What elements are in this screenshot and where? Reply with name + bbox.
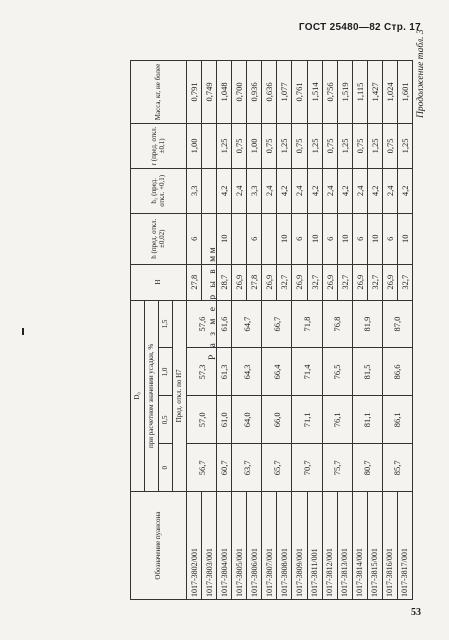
- page-header: ГОСТ 25480—82 Стр. 17: [298, 22, 421, 33]
- h1-value: 2,4: [382, 168, 397, 213]
- d0-value: 66,4: [262, 348, 292, 396]
- d0-value: 76,8: [322, 300, 352, 348]
- H-value: 32,7: [367, 264, 382, 300]
- mass-value: 1,024: [382, 61, 397, 124]
- col-designation-header: Обозначение пуансона: [131, 492, 187, 600]
- h1-value: 2,4: [262, 168, 277, 213]
- d0-value: 61,6: [217, 300, 232, 348]
- h-value: 6: [322, 213, 337, 264]
- table-row: [217, 61, 232, 600]
- pin-code: 1017-3803/001: [202, 492, 217, 600]
- pin-code: 1017-3811/001: [307, 492, 322, 600]
- d0-value: 57,3: [187, 348, 217, 396]
- pin-code: 1017-3816/001: [382, 492, 397, 600]
- h-value: 6: [247, 213, 262, 264]
- pin-code: 1017-3809/001: [292, 492, 307, 600]
- r-value: 0,75: [382, 123, 397, 168]
- H-value: 28,7: [217, 264, 232, 300]
- d0-value: 71,8: [292, 300, 322, 348]
- r-value: 1,25: [397, 123, 412, 168]
- pin-code: 1017-3813/001: [337, 492, 352, 600]
- mass-value: 0,700: [232, 61, 247, 124]
- mass-value: 1,601: [397, 61, 412, 124]
- d0-value: 65,7: [262, 444, 292, 492]
- table-row: [232, 61, 247, 600]
- r-value: 0,75: [262, 123, 277, 168]
- H-value: 26,9: [262, 264, 277, 300]
- H-value: 27,8: [247, 264, 262, 300]
- h1-value: 2,4: [352, 168, 367, 213]
- table-row: [292, 61, 307, 600]
- h-value: 10: [307, 213, 322, 264]
- d0-value: 76,1: [322, 396, 352, 444]
- h-value: [262, 213, 277, 264]
- table-row: [352, 61, 367, 600]
- pin-code: 1017-3802/001: [187, 492, 202, 600]
- H-value: 32,7: [337, 264, 352, 300]
- pin-code: 1017-3817/001: [397, 492, 412, 600]
- scan-mark: [22, 328, 24, 335]
- h-value: 10: [217, 213, 232, 264]
- d0-value: 64,3: [232, 348, 262, 396]
- d0-value: 66,7: [262, 300, 292, 348]
- d0-value: 75,7: [322, 444, 352, 492]
- tolerance-note: Пред. откл. по Н7: [173, 300, 187, 492]
- r-value: 1,00: [187, 123, 202, 168]
- mass-value: 0,636: [262, 61, 277, 124]
- r-value: 0,75: [352, 123, 367, 168]
- h1-value: 4,2: [307, 168, 322, 213]
- h1-value: 2,4: [322, 168, 337, 213]
- H-value: 26,9: [352, 264, 367, 300]
- d0-value: 64,7: [232, 300, 262, 348]
- h1-value: 3,3: [247, 168, 262, 213]
- h1-value: 3,3: [187, 168, 202, 213]
- H-value: [202, 264, 217, 300]
- d0-value: 56,7: [187, 444, 217, 492]
- h1-value: 2,4: [232, 168, 247, 213]
- h-value: 10: [367, 213, 382, 264]
- mass-value: 0,791: [187, 61, 202, 124]
- d0-value: 57,6: [187, 300, 217, 348]
- H-value: 32,7: [307, 264, 322, 300]
- h-value: 6: [292, 213, 307, 264]
- h1-value: 4,2: [277, 168, 292, 213]
- pin-code: 1017-3814/001: [352, 492, 367, 600]
- r-value: 1,25: [217, 123, 232, 168]
- table-row: [382, 61, 397, 600]
- d0-value: 81,1: [352, 396, 382, 444]
- h-value: 6: [187, 213, 202, 264]
- col-d0-header: D₀: [131, 300, 145, 492]
- h1-value: 2,4: [292, 168, 307, 213]
- d0-value: 61,0: [217, 396, 232, 444]
- d0-value: 80,7: [352, 444, 382, 492]
- pin-code: 1017-3806/001: [247, 492, 262, 600]
- d0-value: 71,4: [292, 348, 322, 396]
- col-mass-header: Масса, кг, не более: [131, 61, 187, 124]
- H-value: 26,9: [322, 264, 337, 300]
- H-value: 32,7: [397, 264, 412, 300]
- r-value: 0,75: [232, 123, 247, 168]
- r-value: 0,75: [322, 123, 337, 168]
- H-value: 26,9: [292, 264, 307, 300]
- r-value: 0,75: [292, 123, 307, 168]
- d0-value: 81,5: [352, 348, 382, 396]
- page-number: 53: [411, 607, 421, 618]
- pin-code: 1017-3804/001: [217, 492, 232, 600]
- mass-value: 0,749: [202, 61, 217, 124]
- shrink-value: 0,5: [159, 396, 173, 444]
- d0-value: 66,0: [262, 396, 292, 444]
- shrink-subheader: при расчетном значении усадки, %: [145, 300, 159, 492]
- col-h-header: h (пред. откл. ±0,02): [131, 213, 187, 264]
- pin-code: 1017-3815/001: [367, 492, 382, 600]
- d0-value: 60,7: [217, 444, 232, 492]
- dimensions-table: [130, 60, 413, 600]
- r-value: 1,00: [247, 123, 262, 168]
- r-value: 1,25: [307, 123, 322, 168]
- h-value: 10: [397, 213, 412, 264]
- d0-value: 57,0: [187, 396, 217, 444]
- mass-value: 1,519: [337, 61, 352, 124]
- h1-value: 4,2: [397, 168, 412, 213]
- mass-value: 1,048: [217, 61, 232, 124]
- h1-value: 4,2: [337, 168, 352, 213]
- h-value: 6: [352, 213, 367, 264]
- pin-code: 1017-3807/001: [262, 492, 277, 600]
- d0-value: 85,7: [382, 444, 412, 492]
- d0-value: 63,7: [232, 444, 262, 492]
- shrink-value: 1,5: [159, 300, 173, 348]
- r-value: 1,25: [277, 123, 292, 168]
- d0-value: 70,7: [292, 444, 322, 492]
- h-value: 10: [337, 213, 352, 264]
- h-value: 6: [382, 213, 397, 264]
- col-H-header: H: [131, 264, 187, 300]
- h-value: [232, 213, 247, 264]
- table-row: [322, 61, 337, 600]
- d0-value: 76,5: [322, 348, 352, 396]
- col-r-header: r (пред. откл. ±0,1): [131, 123, 187, 168]
- h-value: [202, 213, 217, 264]
- d0-value: 61,3: [217, 348, 232, 396]
- mass-value: 1,514: [307, 61, 322, 124]
- H-value: 32,7: [277, 264, 292, 300]
- h1-value: 4,2: [367, 168, 382, 213]
- continuation-label: Продолжение табл. 3: [416, 29, 426, 118]
- mass-value: 0,936: [247, 61, 262, 124]
- d0-value: 81,9: [352, 300, 382, 348]
- mass-value: 0,756: [322, 61, 337, 124]
- dimensions-caption: Р а з м е р ы в мм: [208, 244, 218, 360]
- r-value: [202, 123, 217, 168]
- r-value: 1,25: [337, 123, 352, 168]
- shrink-value: 1,0: [159, 348, 173, 396]
- mass-value: 1,427: [367, 61, 382, 124]
- pin-code: 1017-3808/001: [277, 492, 292, 600]
- pin-code: 1017-3805/001: [232, 492, 247, 600]
- d0-value: 86,6: [382, 348, 412, 396]
- r-value: 1,25: [367, 123, 382, 168]
- pin-code: 1017-3812/001: [322, 492, 337, 600]
- h-value: 10: [277, 213, 292, 264]
- H-value: 26,9: [382, 264, 397, 300]
- d0-value: 71,1: [292, 396, 322, 444]
- table-row: [187, 61, 202, 600]
- h1-value: [202, 168, 217, 213]
- d0-value: 64,0: [232, 396, 262, 444]
- d0-value: 87,0: [382, 300, 412, 348]
- H-value: 26,9: [232, 264, 247, 300]
- mass-value: 1,115: [352, 61, 367, 124]
- mass-value: 0,761: [292, 61, 307, 124]
- h1-value: 4,2: [217, 168, 232, 213]
- d0-value: 86,1: [382, 396, 412, 444]
- mass-value: 1,077: [277, 61, 292, 124]
- H-value: 27,8: [187, 264, 202, 300]
- table-row: [262, 61, 277, 600]
- col-h1-header: h₁ (пред. откл. +0,1): [131, 168, 187, 213]
- shrink-value: 0: [159, 444, 173, 492]
